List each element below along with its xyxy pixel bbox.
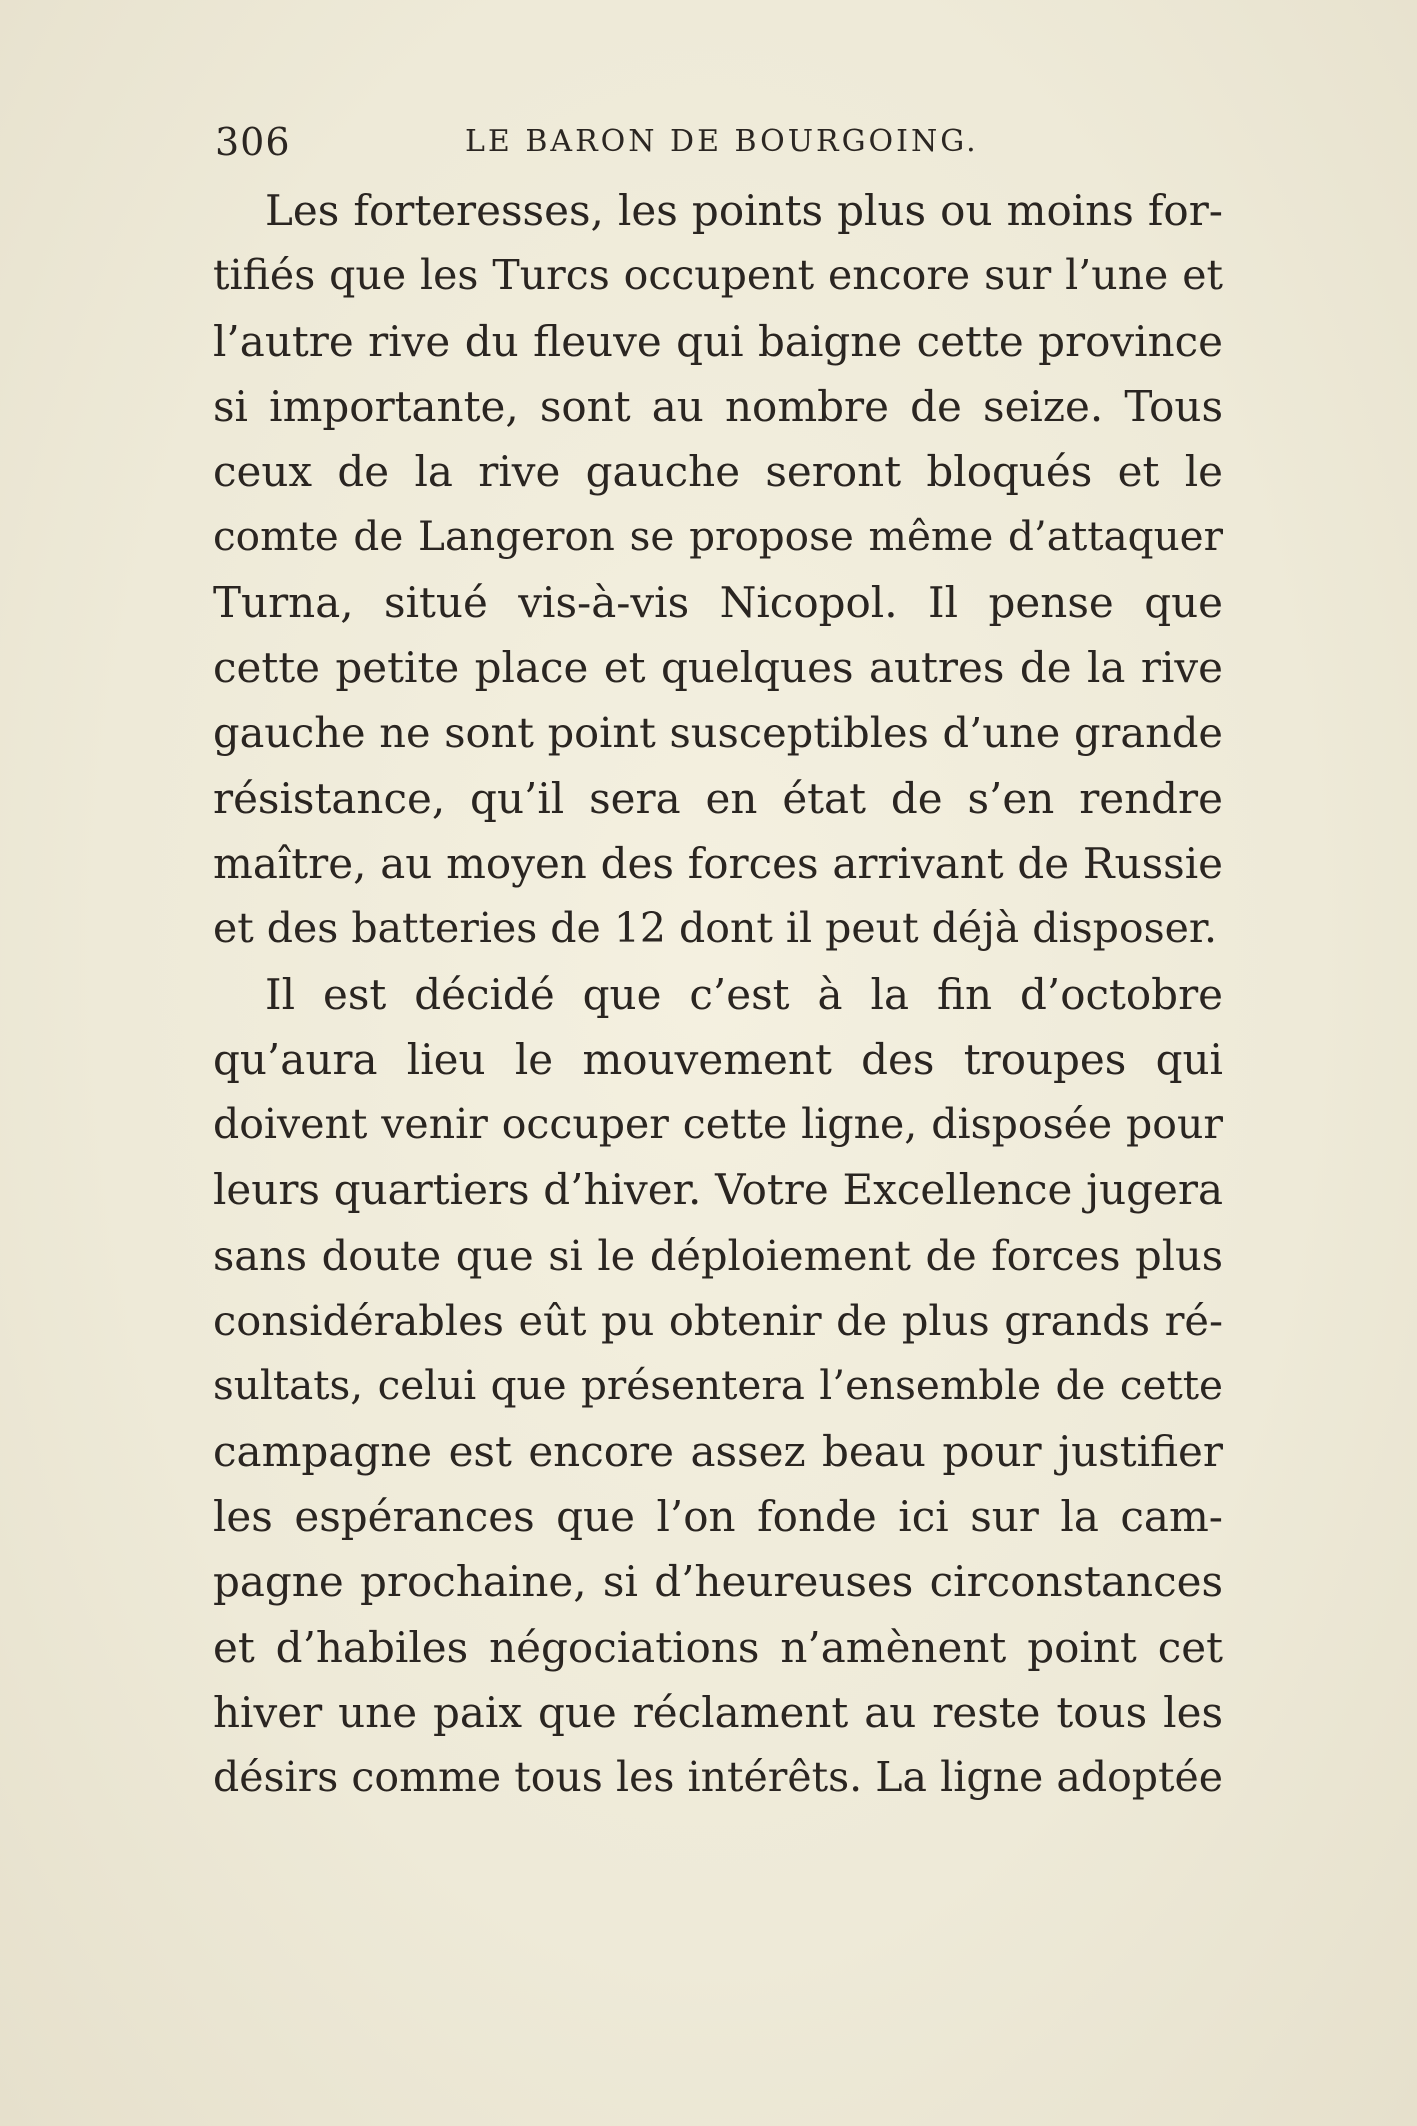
page-number: 306 [215, 120, 291, 164]
text-line: leurs quartiers d’hiver. Votre Excellence jugera [213, 1165, 1223, 1215]
text-line: comte de Langeron se propose même d’attaquer [213, 512, 1223, 561]
text-line: considérables eût pu obtenir de plus grands ré- [213, 1296, 1223, 1346]
text-line: maître, au moyen des forces arrivant de Russie [213, 838, 1223, 888]
text-line: Turna, situé vis-à-vis Nicopol. Il pense que [213, 577, 1223, 627]
text-line: si importante, sont au nombre de seize. Tous [213, 381, 1223, 431]
text-line: désirs comme tous les intérêts. La ligne adoptée [213, 1753, 1223, 1802]
text-line: Les forteresses, les points plus ou moins for- [265, 186, 1223, 235]
page-header [215, 112, 1225, 172]
text-line: campagne est encore assez beau pour justifier [213, 1426, 1223, 1476]
text-line: les espérances que l’on fonde ici sur la cam- [213, 1491, 1223, 1541]
text-line: et des batteries de 12 dont il peut déjà disposer. [213, 904, 1218, 953]
text-line: Il est décidé que c’est à la fin d’octobre [265, 969, 1223, 1019]
text-line: pagne prochaine, si d’heureuses circonstances [213, 1557, 1223, 1607]
body-text [213, 178, 1223, 1810]
running-title: LE BARON DE BOURGOING. [465, 124, 979, 159]
text-line: sans doute que si le déploiement de forces plus [213, 1230, 1223, 1280]
text-line: hiver une paix que réclament au reste tous les [213, 1687, 1223, 1737]
text-line: qu’aura lieu le mouvement des troupes qui [213, 1034, 1223, 1084]
text-line: tifiés que les Turcs occupent encore sur l’une et [213, 251, 1223, 300]
text-line: l’autre rive du fleuve qui baigne cette province [213, 316, 1223, 366]
text-line: sultats, celui que présentera l’ensemble de cette [213, 1361, 1223, 1410]
text-line: ceux de la rive gauche seront bloqués et le [213, 447, 1223, 497]
text-line: doivent venir occuper cette ligne, disposée pour [213, 1100, 1223, 1149]
text-line: cette petite place et quelques autres de la rive [213, 643, 1223, 693]
text-line: résistance, qu’il sera en état de s’en rendre [213, 773, 1223, 823]
text-line: gauche ne sont point susceptibles d’une grande [213, 708, 1223, 758]
text-line: et d’habiles négociations n’amènent point cet [213, 1622, 1223, 1672]
